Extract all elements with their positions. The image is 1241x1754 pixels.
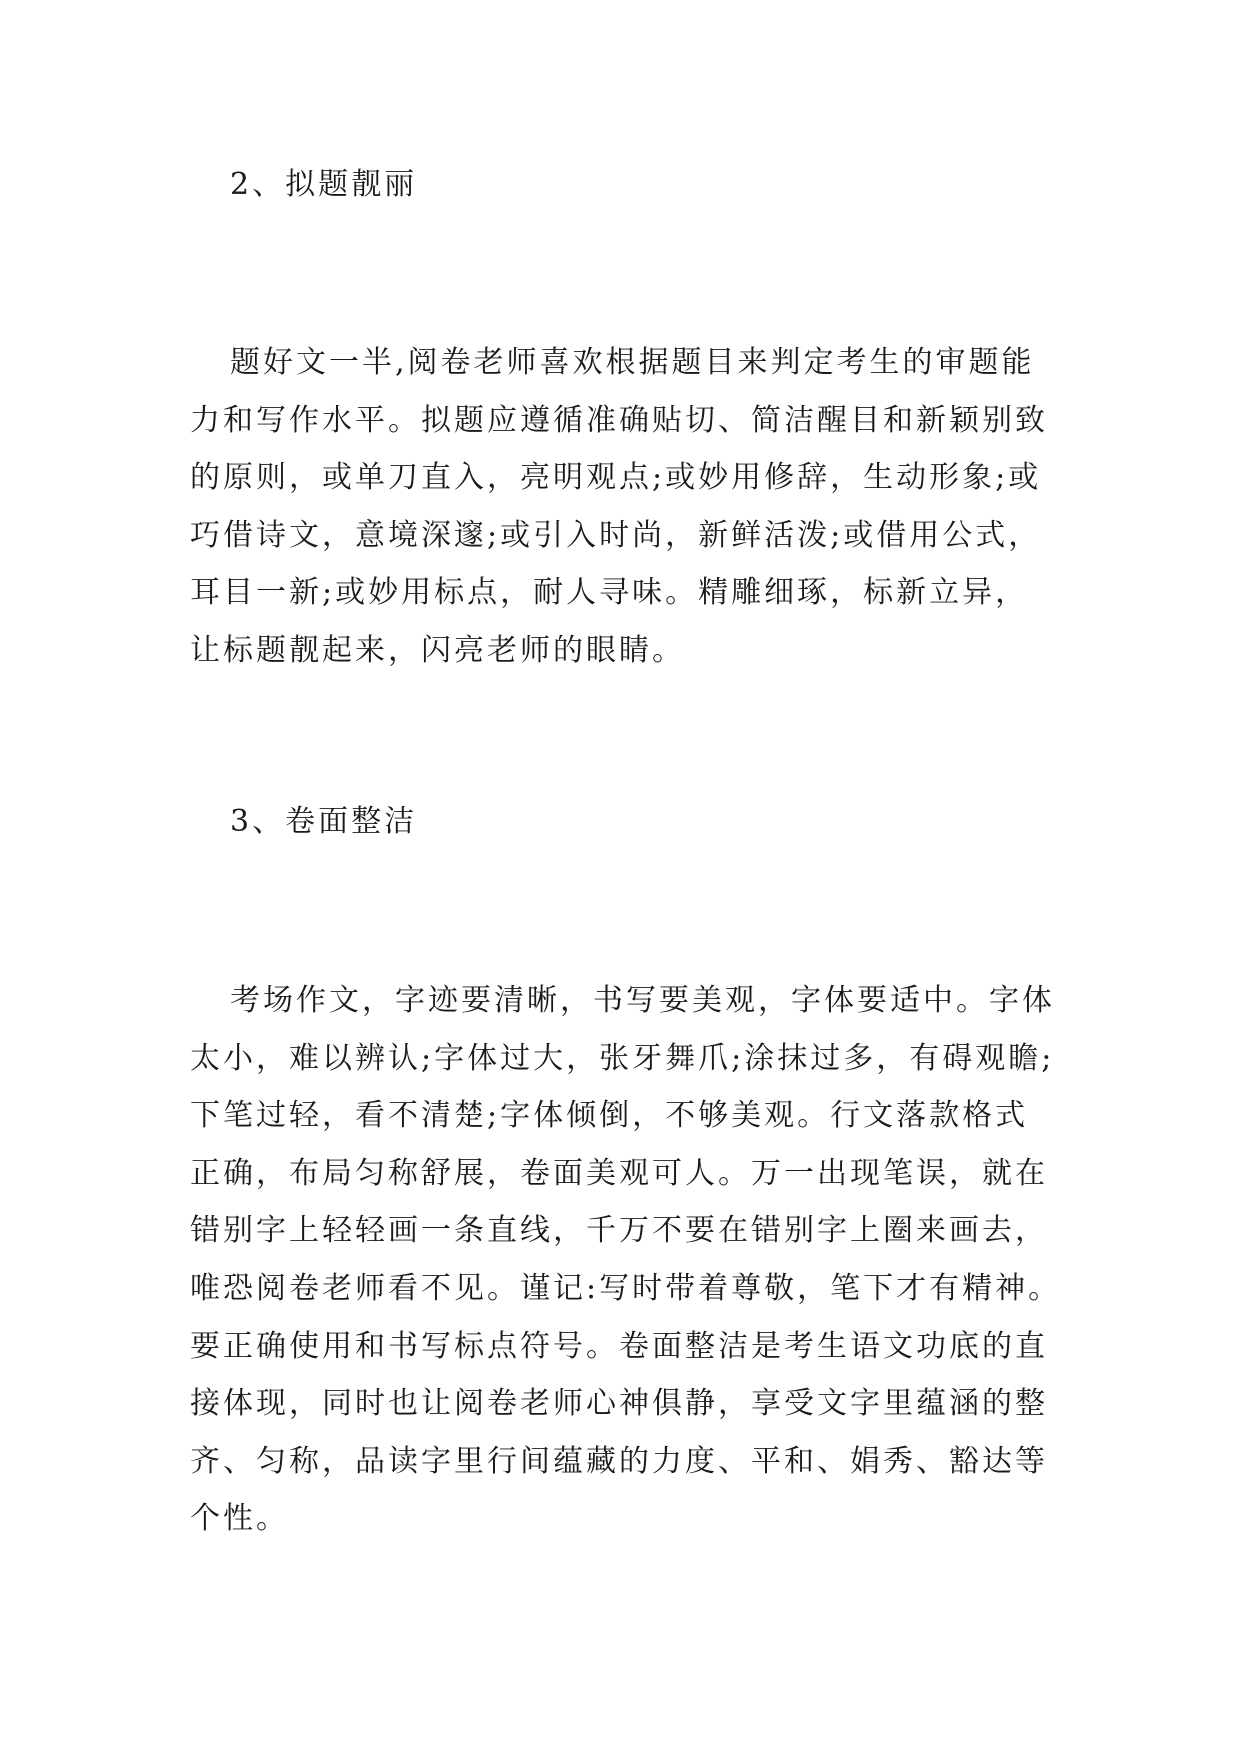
section-3-paragraph xyxy=(190,972,1070,1548)
paragraph-line: 齐、匀称，品读字里行间蕴藏的力度、平和、娟秀、豁达等 xyxy=(190,1443,1048,1479)
paragraph-line: 巧借诗文，意境深邃;或引入时尚，新鲜活泼;或借用公式， xyxy=(190,517,1042,553)
paragraph-line: 题好文一半,阅卷老师喜欢根据题目来判定考生的审题能 xyxy=(230,345,1035,380)
section-2-paragraph xyxy=(190,334,1070,680)
paragraph-line: 唯恐阅卷老师看不见。谨记:写时带着尊敬，笔下才有精神。 xyxy=(190,1270,1062,1306)
paragraph-line: 个性。 xyxy=(190,1501,289,1537)
paragraph-line: 下笔过轻，看不清楚;字体倾倒，不够美观。行文落款格式 xyxy=(190,1098,1029,1134)
section-heading-3: 3、卷面整洁 xyxy=(230,804,418,839)
paragraph-line: 考场作文，字迹要清晰，书写要美观，字体要适中。字体 xyxy=(230,983,1055,1018)
paragraph-line: 让标题靓起来，闪亮老师的眼睛。 xyxy=(190,632,685,668)
paragraph-line: 力和写作水平。拟题应遵循准确贴切、简洁醒目和新颖别致 xyxy=(190,402,1048,438)
paragraph-line: 要正确使用和书写标点符号。卷面整洁是考生语文功底的直 xyxy=(190,1328,1048,1364)
section-heading-2: 2、拟题靓丽 xyxy=(230,167,418,202)
paragraph-line: 接体现，同时也让阅卷老师心神俱静，享受文字里蕴涵的整 xyxy=(190,1386,1048,1422)
paragraph-line: 耳目一新;或妙用标点，耐人寻味。精雕细琢，标新立异， xyxy=(190,575,1029,611)
paragraph-line: 正确，布局匀称舒展，卷面美观可人。万一出现笔误，就在 xyxy=(190,1155,1048,1191)
paragraph-line: 的原则，或单刀直入，亮明观点;或妙用修辞，生动形象;或 xyxy=(190,460,1042,496)
paragraph-line: 错别字上轻轻画一条直线，千万不要在错别字上圈来画去， xyxy=(190,1213,1048,1249)
paragraph-line: 太小，难以辨认;字体过大，张牙舞爪;涂抹过多，有碍观瞻; xyxy=(190,1040,1055,1076)
